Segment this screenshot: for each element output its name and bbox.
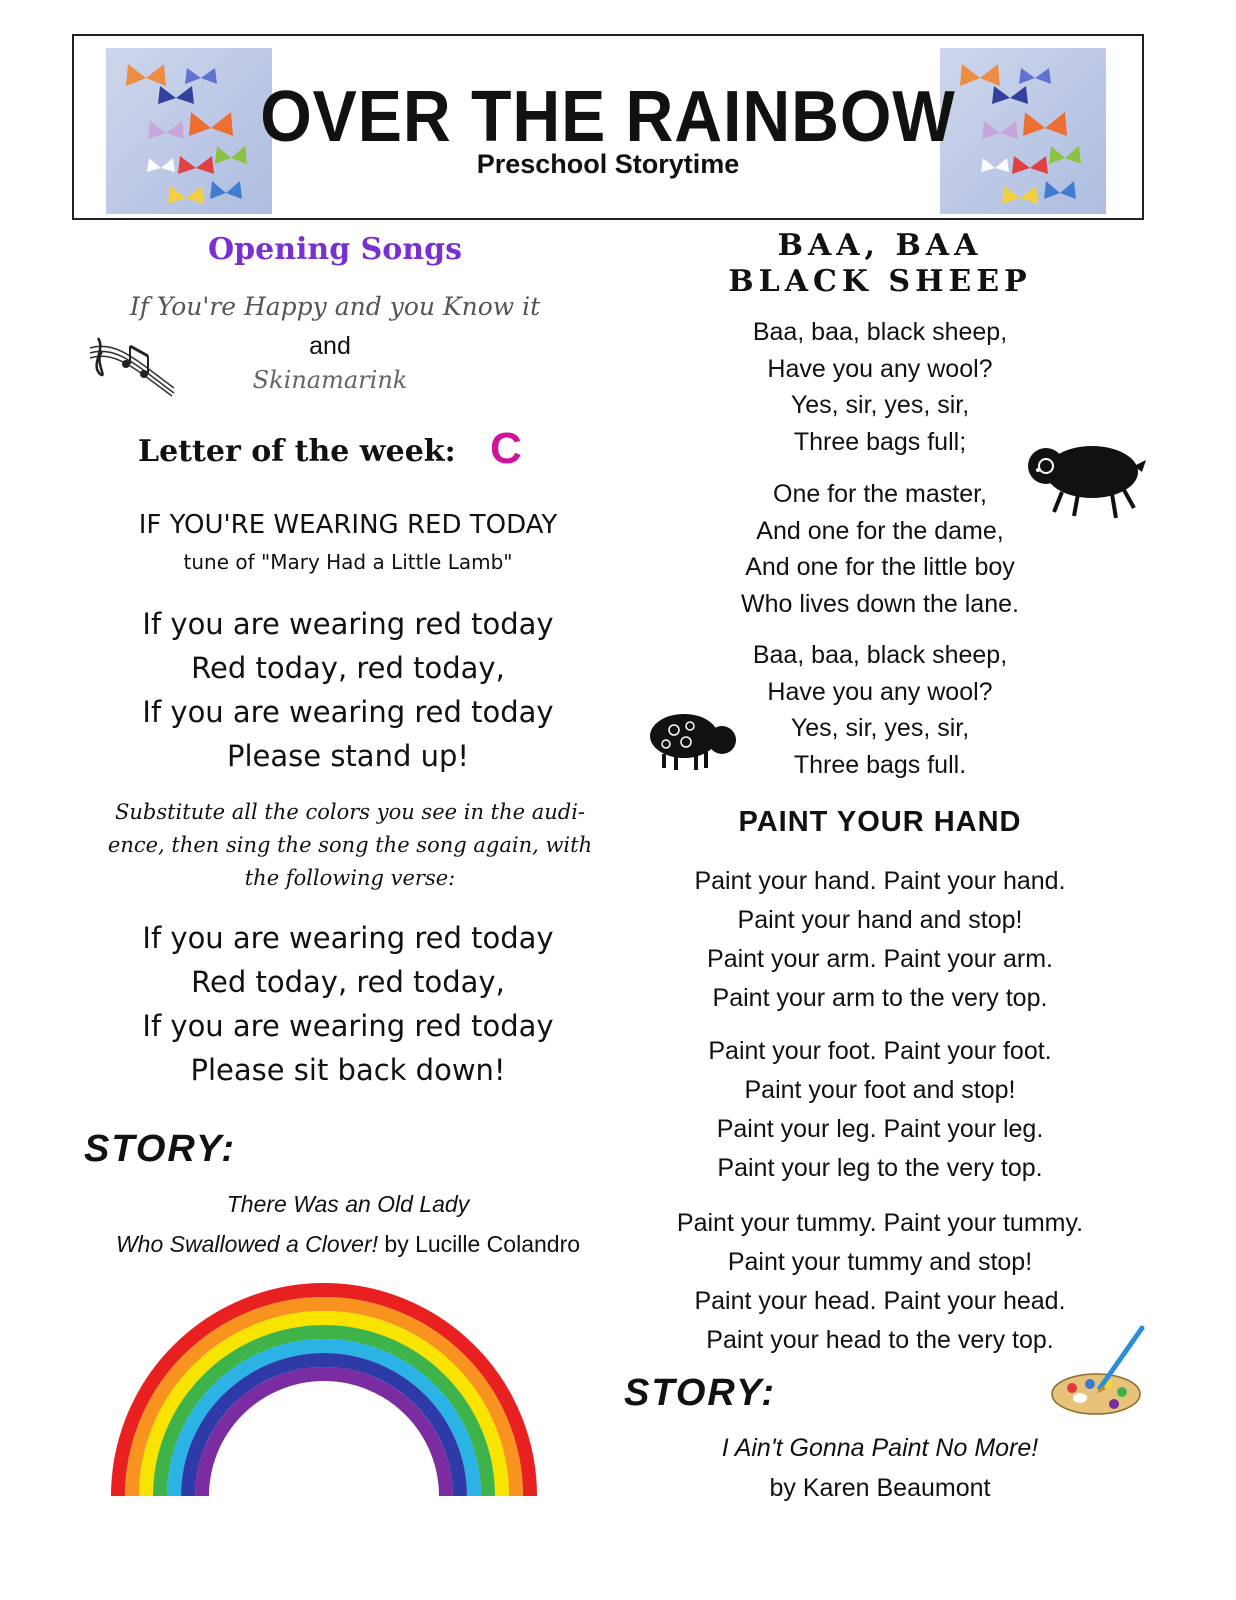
sheep-icon-standing	[644, 708, 740, 772]
rainbow-image	[108, 1280, 540, 1500]
verse-line: Red today, red today,	[191, 651, 505, 685]
note-line: the following verse:	[244, 866, 456, 890]
verse-line: Baa, baa, black sheep,	[752, 318, 1008, 346]
red-song-verse-2	[60, 916, 636, 1092]
verse-line: Yes, sir, yes, sir,	[790, 714, 970, 742]
story-1-author: by Lucille Colandro	[384, 1231, 581, 1257]
verse-line: Paint your hand and stop!	[737, 906, 1023, 934]
sheep-title	[640, 228, 1120, 300]
story-2-author: by Karen Beaumont	[769, 1474, 991, 1502]
red-song-note	[70, 796, 630, 895]
opening-and: and	[309, 332, 351, 360]
verse-line: Red today, red today,	[191, 965, 505, 999]
verse-line: Yes, sir, yes, sir,	[790, 391, 970, 419]
red-song-verse-1	[60, 602, 636, 778]
verse-line: Paint your arm to the very top.	[712, 984, 1048, 1012]
story-2-book	[640, 1428, 1120, 1508]
verse-line: And one for the little boy	[745, 553, 1015, 581]
story-1-title-line-1: There Was an Old Lady	[226, 1191, 470, 1217]
red-song-title: IF YOU'RE WEARING RED TODAY	[138, 510, 558, 540]
verse-line: Paint your leg. Paint your leg.	[716, 1115, 1044, 1143]
verse-line: Paint your leg to the very top.	[717, 1154, 1043, 1182]
verse-line: Paint your foot. Paint your foot.	[708, 1037, 1052, 1065]
verse-line: Please stand up!	[227, 739, 469, 773]
verse-line: Who lives down the lane.	[741, 589, 1019, 618]
header-banner	[72, 34, 1144, 220]
paint-stanza-1	[630, 862, 1130, 1018]
sheep-stanza-2	[640, 476, 1120, 622]
verse-line: Three bags full.	[793, 750, 967, 779]
page-subtitle: Preschool Storytime	[476, 149, 740, 179]
story-1-title-line-2: Who Swallowed a Clover!	[115, 1231, 379, 1257]
verse-line: Paint your head. Paint your head.	[694, 1287, 1066, 1315]
paint-palette-icon	[1050, 1322, 1150, 1418]
verse-line: Three bags full;	[793, 427, 967, 456]
opening-songs-heading: Opening Songs	[208, 232, 462, 267]
paint-title: PAINT YOUR HAND	[738, 806, 1022, 838]
opening-song-2: Skinamarink	[252, 366, 408, 394]
verse-line: If you are wearing red today	[142, 921, 554, 955]
story-2-title: I Ain't Gonna Paint No More!	[721, 1434, 1039, 1462]
red-song-tune: tune of "Mary Had a Little Lamb"	[183, 550, 513, 574]
music-notes-icon	[86, 330, 178, 398]
verse-line: Baa, baa, black sheep,	[752, 641, 1008, 669]
verse-line: Paint your tummy. Paint your tummy.	[676, 1209, 1084, 1237]
note-line: ence, then sing the song the song again, with	[107, 833, 593, 857]
opening-song-1: If You're Happy and you Know it	[129, 292, 541, 321]
verse-line: Have you any wool?	[767, 354, 993, 383]
verse-line: Paint your hand. Paint your hand.	[694, 867, 1066, 895]
verse-line: Have you any wool?	[767, 677, 993, 706]
verse-line: One for the master,	[773, 480, 987, 508]
page-title: OVER THE RAINBOW	[260, 77, 956, 157]
verse-line: And one for the dame,	[756, 516, 1004, 545]
verse-line: If you are wearing red today	[142, 1009, 554, 1043]
verse-line: Paint your arm. Paint your arm.	[707, 945, 1053, 973]
story-label-2: STORY:	[624, 1372, 777, 1414]
verse-line: Paint your tummy and stop!	[727, 1248, 1033, 1276]
letter-of-week-label: Letter of the week:	[138, 434, 456, 469]
story-1-book	[60, 1184, 636, 1264]
sheep-title-line-1: BAA, BAA	[777, 228, 983, 263]
letter-of-week-value: C	[490, 424, 522, 473]
verse-line: Paint your head to the very top.	[706, 1326, 1054, 1354]
story-label-1: STORY:	[84, 1128, 237, 1170]
sheep-title-line-2: BLACK SHEEP	[728, 264, 1032, 299]
paint-stanza-2	[630, 1032, 1130, 1188]
verse-line: If you are wearing red today	[142, 607, 554, 641]
verse-line: Paint your foot and stop!	[744, 1076, 1016, 1104]
note-line: Substitute all the colors you see in the audi-	[114, 800, 586, 824]
verse-line: Please sit back down!	[190, 1053, 506, 1087]
verse-line: If you are wearing red today	[142, 695, 554, 729]
